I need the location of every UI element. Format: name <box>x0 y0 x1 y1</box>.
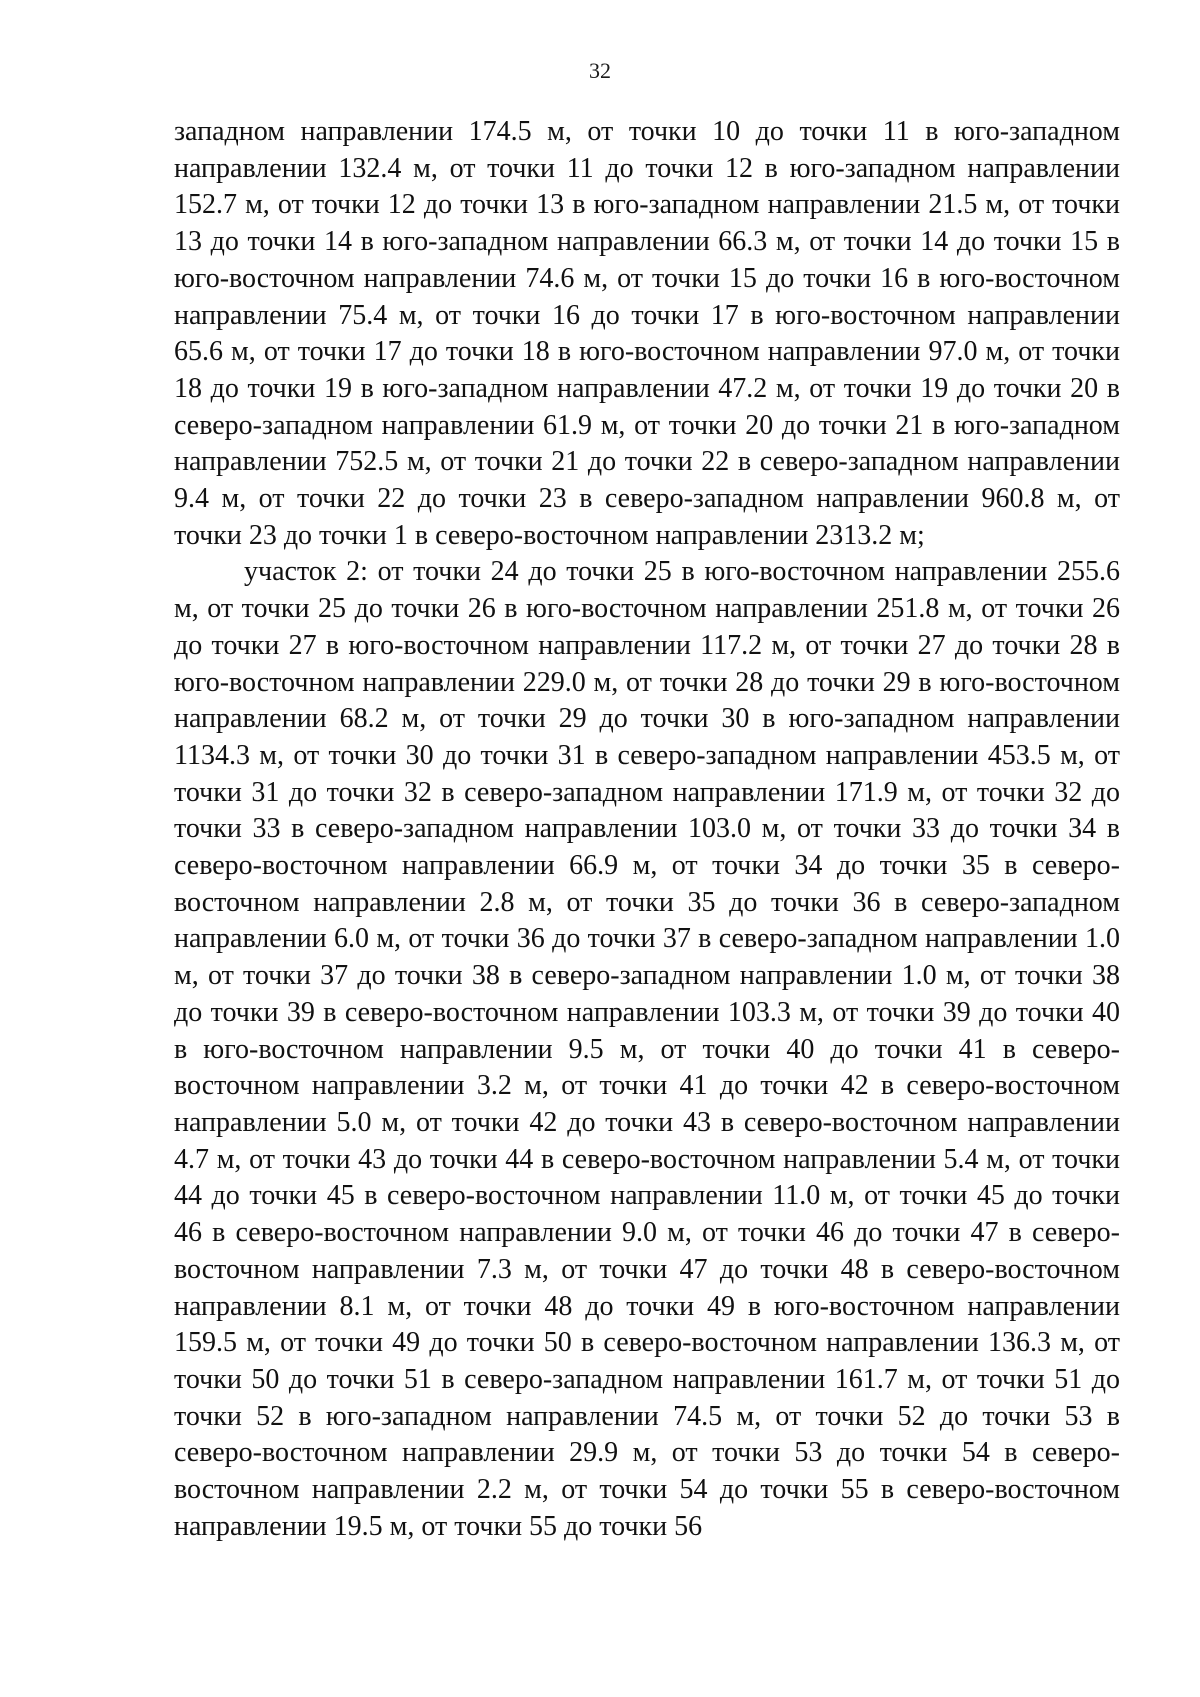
paragraph-continuation: западном направлении 174.5 м, от точки 10 до точки 11 в юго-западном направлении 132.4 м, от точки 11 до точки 12 в юго-западном направлении 152.7 м, от точки 12 до точки 13 в юго-западном направлении 21.5 м, от точки 13 до точки 14 в юго-западном направлении 66.3 м, от точки 14 до точки 15 в юго-восточном направлении 74.6 м, от точки 15 до точки 16 в юго-восточном направлении 75.4 м, от точки 16 до точки 17 в юго-восточном направлении 65.6 м, от точки 17 до точки 18 в юго-восточном направлении 97.0 м, от точки 18 до точки 19 в юго-западном направлении 47.2 м, от точки 19 до точки 20 в северо-западном направлении 61.9 м, от точки 20 до точки 21 в юго-западном направлении 752.5 м, от точки 21 до точки 22 в северо-западном направлении 9.4 м, от точки 22 до точки 23 в северо-западном направлении 960.8 м, от точки 23 до точки 1 в северо-восточном направлении 2313.2 м; <box>174 116 1120 551</box>
document-body <box>174 114 1120 1545</box>
page-number: 32 <box>589 58 611 83</box>
paragraph-section-2: участок 2: от точки 24 до точки 25 в юго-восточном направлении 255.6 м, от точки 25 до точки 26 в юго-восточном направлении 251.8 м, от точки 26 до точки 27 в юго-восточном направлении 117.2 м, от точки 27 до точки 28 в юго-восточном направлении 229.0 м, от точки 28 до точки 29 в юго-восточном направлении 68.2 м, от точки 29 до точки 30 в юго-западном направлении 1134.3 м, от точки 30 до точки 31 в северо-западном направлении 453.5 м, от точки 31 до точки 32 в северо-западном направлении 171.9 м, от точки 32 до точки 33 в северо-западном направлении 103.0 м, от точки 33 до точки 34 в северо-восточном направлении 66.9 м, от точки 34 до точки 35 в северо-восточном направлении 2.8 м, от точки 35 до точки 36 в северо-западном направлении 6.0 м, от точки 36 до точки 37 в северо-западном направлении 1.0 м, от точки 37 до точки 38 в северо-западном направлении 1.0 м, от точки 38 до точки 39 в северо-восточном направлении 103.3 м, от точки 39 до точки 40 в юго-восточном направлении 9.5 м, от точки 40 до точки 41 в северо-восточном направлении 3.2 м, от точки 41 до точки 42 в северо-восточном направлении 5.0 м, от точки 42 до точки 43 в северо-восточном направлении 4.7 м, от точки 43 до точки 44 в северо-восточном направлении 5.4 м, от точки 44 до точки 45 в северо-восточном направлении 11.0 м, от точки 45 до точки 46 в северо-восточном направлении 9.0 м, от точки 46 до точки 47 в северо-восточном направлении 7.3 м, от точки 47 до точки 48 в северо-восточном направлении 8.1 м, от точки 48 до точки 49 в юго-восточном направлении 159.5 м, от точки 49 до точки 50 в северо-восточном направлении 136.3 м, от точки 50 до точки 51 в северо-западном направлении 161.7 м, от точки 51 до точки 52 в юго-западном направлении 74.5 м, от точки 52 до точки 53 в северо-восточном направлении 29.9 м, от точки 53 до точки 54 в северо-восточном направлении 2.2 м, от точки 54 до точки 55 в северо-восточном направлении 19.5 м, от точки 55 до точки 56 <box>174 556 1120 1542</box>
